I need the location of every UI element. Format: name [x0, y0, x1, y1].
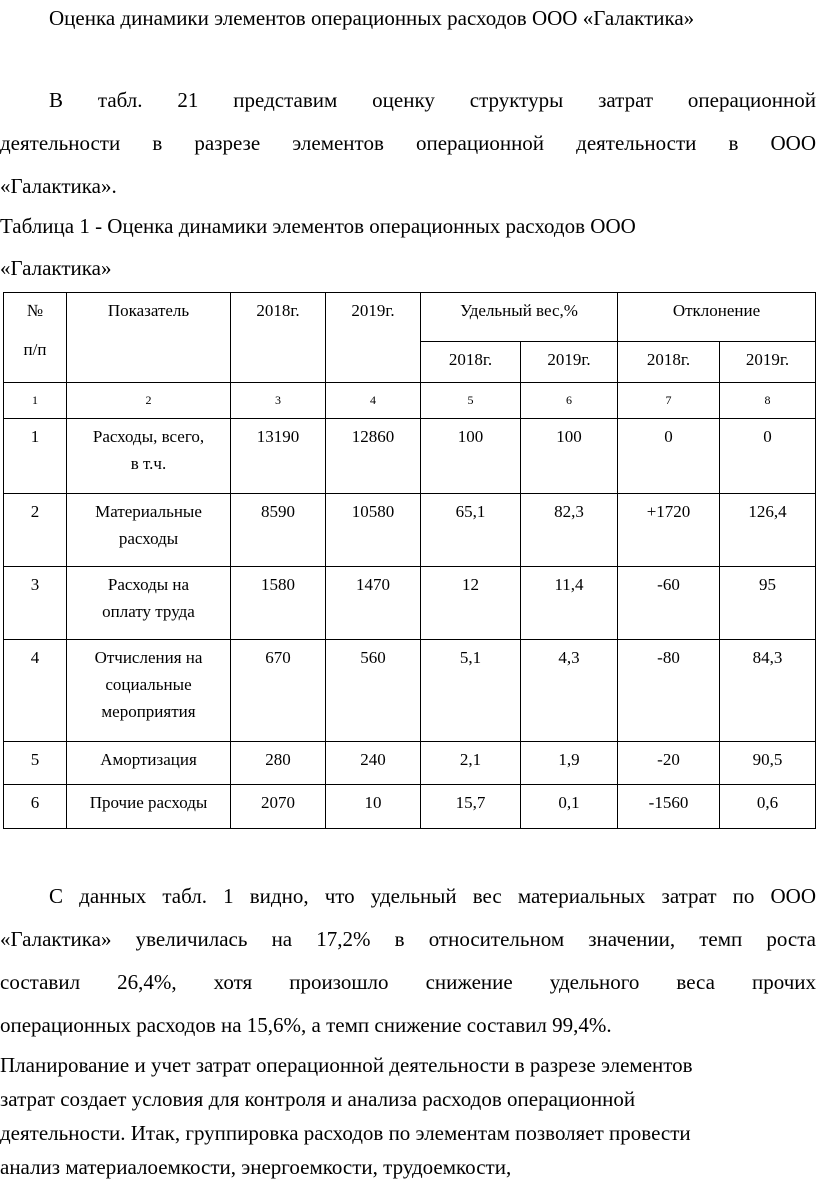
- col-number: 6: [521, 383, 618, 419]
- deviation-1: -80: [618, 640, 720, 742]
- col-number: 8: [720, 383, 816, 419]
- header-indicator: Показатель: [67, 293, 231, 383]
- value-2018: 1580: [231, 567, 326, 640]
- conclusion-line-3: составил 26,4%, хотя произошло снижение удельного веса прочих: [0, 970, 816, 994]
- conclusion-line-4: операционных расходов на 15,6%, а темп снижение составил 99,4%.: [0, 1013, 612, 1037]
- deviation-1: +1720: [618, 494, 720, 567]
- table-row: [4, 785, 816, 829]
- final-line-4: анализ материалоемкости, энергоемкости, трудоемкости,: [0, 1155, 512, 1179]
- header-dev-2019: 2019г.: [720, 342, 816, 383]
- column-number-row: [4, 383, 816, 419]
- deviation-2: 126,4: [720, 494, 816, 567]
- table-row: [4, 640, 816, 742]
- value-2019: 12860: [326, 419, 421, 494]
- final-line-3: деятельности. Итак, группировка расходов по элементам позволяет провести: [0, 1121, 691, 1145]
- header-number-sign: №: [26, 301, 44, 320]
- deviation-2: 95: [720, 567, 816, 640]
- deviation-1: -20: [618, 742, 720, 785]
- header-share-2019: 2019г.: [521, 342, 618, 383]
- header-number: [4, 293, 67, 383]
- share-2018: 15,7: [421, 785, 521, 829]
- row-number: 6: [4, 785, 67, 829]
- document-title: Оценка динамики элементов операционных расходов ООО «Галактика»: [49, 6, 695, 30]
- header-share: Удельный вес,%: [421, 293, 618, 342]
- row-indicator: Отчисления на социальные мероприятия: [67, 640, 231, 742]
- value-2018: 670: [231, 640, 326, 742]
- intro-line-3: «Галактика».: [0, 174, 117, 198]
- deviation-2: 84,3: [720, 640, 816, 742]
- deviation-1: -60: [618, 567, 720, 640]
- header-2018: 2018г.: [231, 293, 326, 383]
- intro-line-2: деятельности в разрезе элементов операционной деятельности в ООО: [0, 131, 816, 155]
- value-2019: 10580: [326, 494, 421, 567]
- final-line-2: затрат создает условия для контроля и анализа расходов операционной: [0, 1087, 636, 1111]
- row-indicator: Прочие расходы: [67, 785, 231, 829]
- table-caption-line-2: «Галактика»: [0, 256, 112, 280]
- col-number: 4: [326, 383, 421, 419]
- table-header-row: [4, 293, 816, 342]
- conclusion-line-1: С данных табл. 1 видно, что удельный вес материальных затрат по ООО: [49, 884, 816, 908]
- table-row: [4, 419, 816, 494]
- col-number: 2: [67, 383, 231, 419]
- row-indicator: Амортизация: [67, 742, 231, 785]
- value-2019: 1470: [326, 567, 421, 640]
- value-2019: 560: [326, 640, 421, 742]
- intro-line-1: В табл. 21 представим оценку структуры затрат операционной: [49, 88, 816, 112]
- value-2019: 10: [326, 785, 421, 829]
- deviation-2: 0: [720, 419, 816, 494]
- share-2018: 12: [421, 567, 521, 640]
- value-2018: 2070: [231, 785, 326, 829]
- share-2018: 2,1: [421, 742, 521, 785]
- share-2019: 82,3: [521, 494, 618, 567]
- share-2019: 100: [521, 419, 618, 494]
- row-number: 1: [4, 419, 67, 494]
- share-2018: 5,1: [421, 640, 521, 742]
- share-2019: 0,1: [521, 785, 618, 829]
- row-indicator: Расходы на оплату труда: [67, 567, 231, 640]
- value-2018: 280: [231, 742, 326, 785]
- col-number: 1: [4, 383, 67, 419]
- share-2018: 65,1: [421, 494, 521, 567]
- deviation-2: 90,5: [720, 742, 816, 785]
- deviation-1: -1560: [618, 785, 720, 829]
- value-2019: 240: [326, 742, 421, 785]
- header-deviation: Отклонение: [618, 293, 816, 342]
- header-2019: 2019г.: [326, 293, 421, 383]
- value-2018: 13190: [231, 419, 326, 494]
- header-share-2018: 2018г.: [421, 342, 521, 383]
- col-number: 3: [231, 383, 326, 419]
- row-number: 5: [4, 742, 67, 785]
- col-number: 7: [618, 383, 720, 419]
- final-line-1: Планирование и учет затрат операционной деятельности в разрезе элементов: [0, 1053, 693, 1077]
- share-2019: 4,3: [521, 640, 618, 742]
- value-2018: 8590: [231, 494, 326, 567]
- table-row: [4, 567, 816, 640]
- conclusion-line-2: «Галактика» увеличилась на 17,2% в относительном значении, темп роста: [0, 927, 816, 951]
- row-indicator: Расходы, всего, в т.ч.: [67, 419, 231, 494]
- deviation-2: 0,6: [720, 785, 816, 829]
- share-2019: 11,4: [521, 567, 618, 640]
- row-indicator: Материальные расходы: [67, 494, 231, 567]
- table-row: [4, 742, 816, 785]
- header-number-label: п/п: [23, 340, 47, 359]
- row-number: 2: [4, 494, 67, 567]
- share-2019: 1,9: [521, 742, 618, 785]
- expenses-table: [3, 292, 816, 829]
- share-2018: 100: [421, 419, 521, 494]
- header-dev-2018: 2018г.: [618, 342, 720, 383]
- row-number: 4: [4, 640, 67, 742]
- table-row: [4, 494, 816, 567]
- row-number: 3: [4, 567, 67, 640]
- deviation-1: 0: [618, 419, 720, 494]
- col-number: 5: [421, 383, 521, 419]
- table-caption-line-1: Таблица 1 - Оценка динамики элементов операционных расходов ООО: [0, 214, 636, 238]
